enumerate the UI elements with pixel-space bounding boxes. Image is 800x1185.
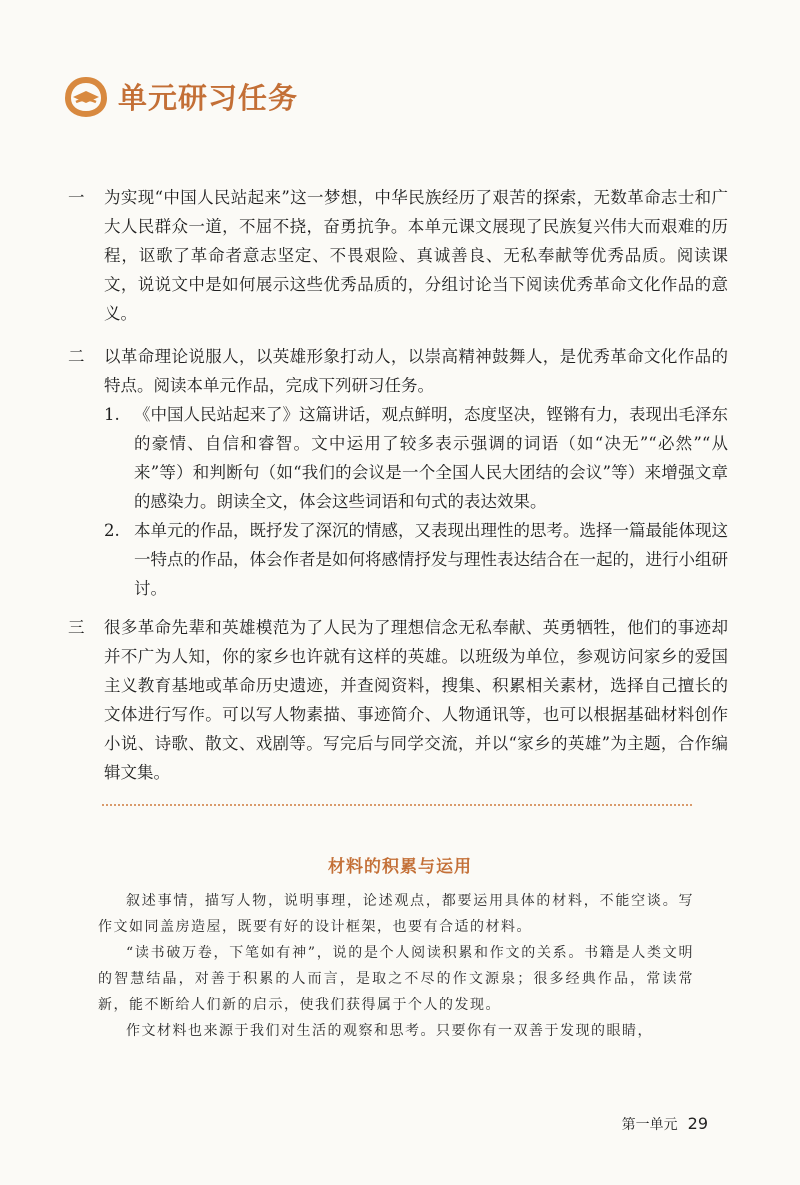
task-1 [68,183,728,328]
box-paragraph: “读书破万卷，下笔如有神”，说的是个人阅读积累和作文的关系。书籍是人类文明的智慧结晶，对善于积累的人而言，是取之不尽的作文源泉；很多经典作品，常读常新，能不断给人们新的启示，使我们获得属于个人的发现。 [98,945,694,1013]
page-footer [622,1114,708,1134]
subitem-number: 1. [104,405,120,424]
task-text: 为实现“中国人民站起来”这一梦想，中华民族经历了艰苦的探索，无数革命志士和广大人民群众一道，不屈不挠，奋勇抗争。本单元课文展现了民族复兴伟大而艰难的历程，讴歌了革命者意志坚定、不畏艰险、真诚善良、无私奉献等优秀品质。阅读课文，说说文中是如何展示这些优秀品质的，分组讨论当下阅读优秀革命文化作品的意义。 [104,188,728,323]
task-number: 一 [68,188,85,207]
dotted-divider [102,804,692,806]
subitem-text: 本单元的作品，既抒发了深沉的情感，又表现出理性的思考。选择一篇最能体现这一特点的作品，体会作者是如何将感情抒发与理性表达结合在一起的，进行小组研讨。 [134,521,728,598]
task-3 [68,613,728,787]
subitem-number: 2. [104,521,120,540]
box-paragraph: 叙述事情，描写人物，说明事理，论述观点，都要运用具体的材料，不能空谈。写作文如同盖房造屋，既要有好的设计框架，也要有合适的材料。 [98,893,694,935]
task-subitem [104,516,728,603]
page-number: 29 [687,1114,708,1133]
box-body [98,888,694,1044]
subitem-text: 《中国人民站起来了》这篇讲话，观点鲜明，态度坚决，铿锵有力，表现出毛泽东的豪情、自信和睿智。文中运用了较多表示强调的词语（如“决无”“必然”“从来”等）和判断句（如“我们的会议是一个全国人民大团结的会议”等）来增强文章的感染力。朗读全文，体会这些词语和句式的表达效果。 [134,405,728,511]
task-number: 二 [68,347,85,366]
task-number: 三 [68,618,85,637]
box-paragraph: 作文材料也来源于我们对生活的观察和思考。只要你有一双善于发现的眼睛， [126,1023,653,1039]
task-text: 以革命理论说服人，以英雄形象打动人，以崇高精神鼓舞人，是优秀革命文化作品的特点。阅读本单元作品，完成下列研习任务。 [104,347,728,395]
page-title: 单元研习任务 [118,80,299,115]
unit-label: 第一单元 [621,1117,678,1133]
task-subitem [104,400,728,516]
open-book-icon [64,74,108,118]
box-title: 材料的积累与运用 [328,857,472,877]
task-2 [68,342,728,603]
task-text: 很多革命先辈和英雄模范为了人民为了理想信念无私奉献、英勇牺牲，他们的事迹却并不广为人知，你的家乡也许就有这样的英雄。以班级为单位，参观访问家乡的爱国主义教育基地或革命历史遗迹，并查阅资料，搜集、积累相关素材，选择自己擅长的文体进行写作。可以写人物素描、事迹简介、人物通讯等，也可以根据基础材料创作小说、诗歌、散文、戏剧等。写完后与同学交流，并以“家乡的英雄”为主题，合作编辑文集。 [104,618,728,782]
page-header [64,74,298,118]
